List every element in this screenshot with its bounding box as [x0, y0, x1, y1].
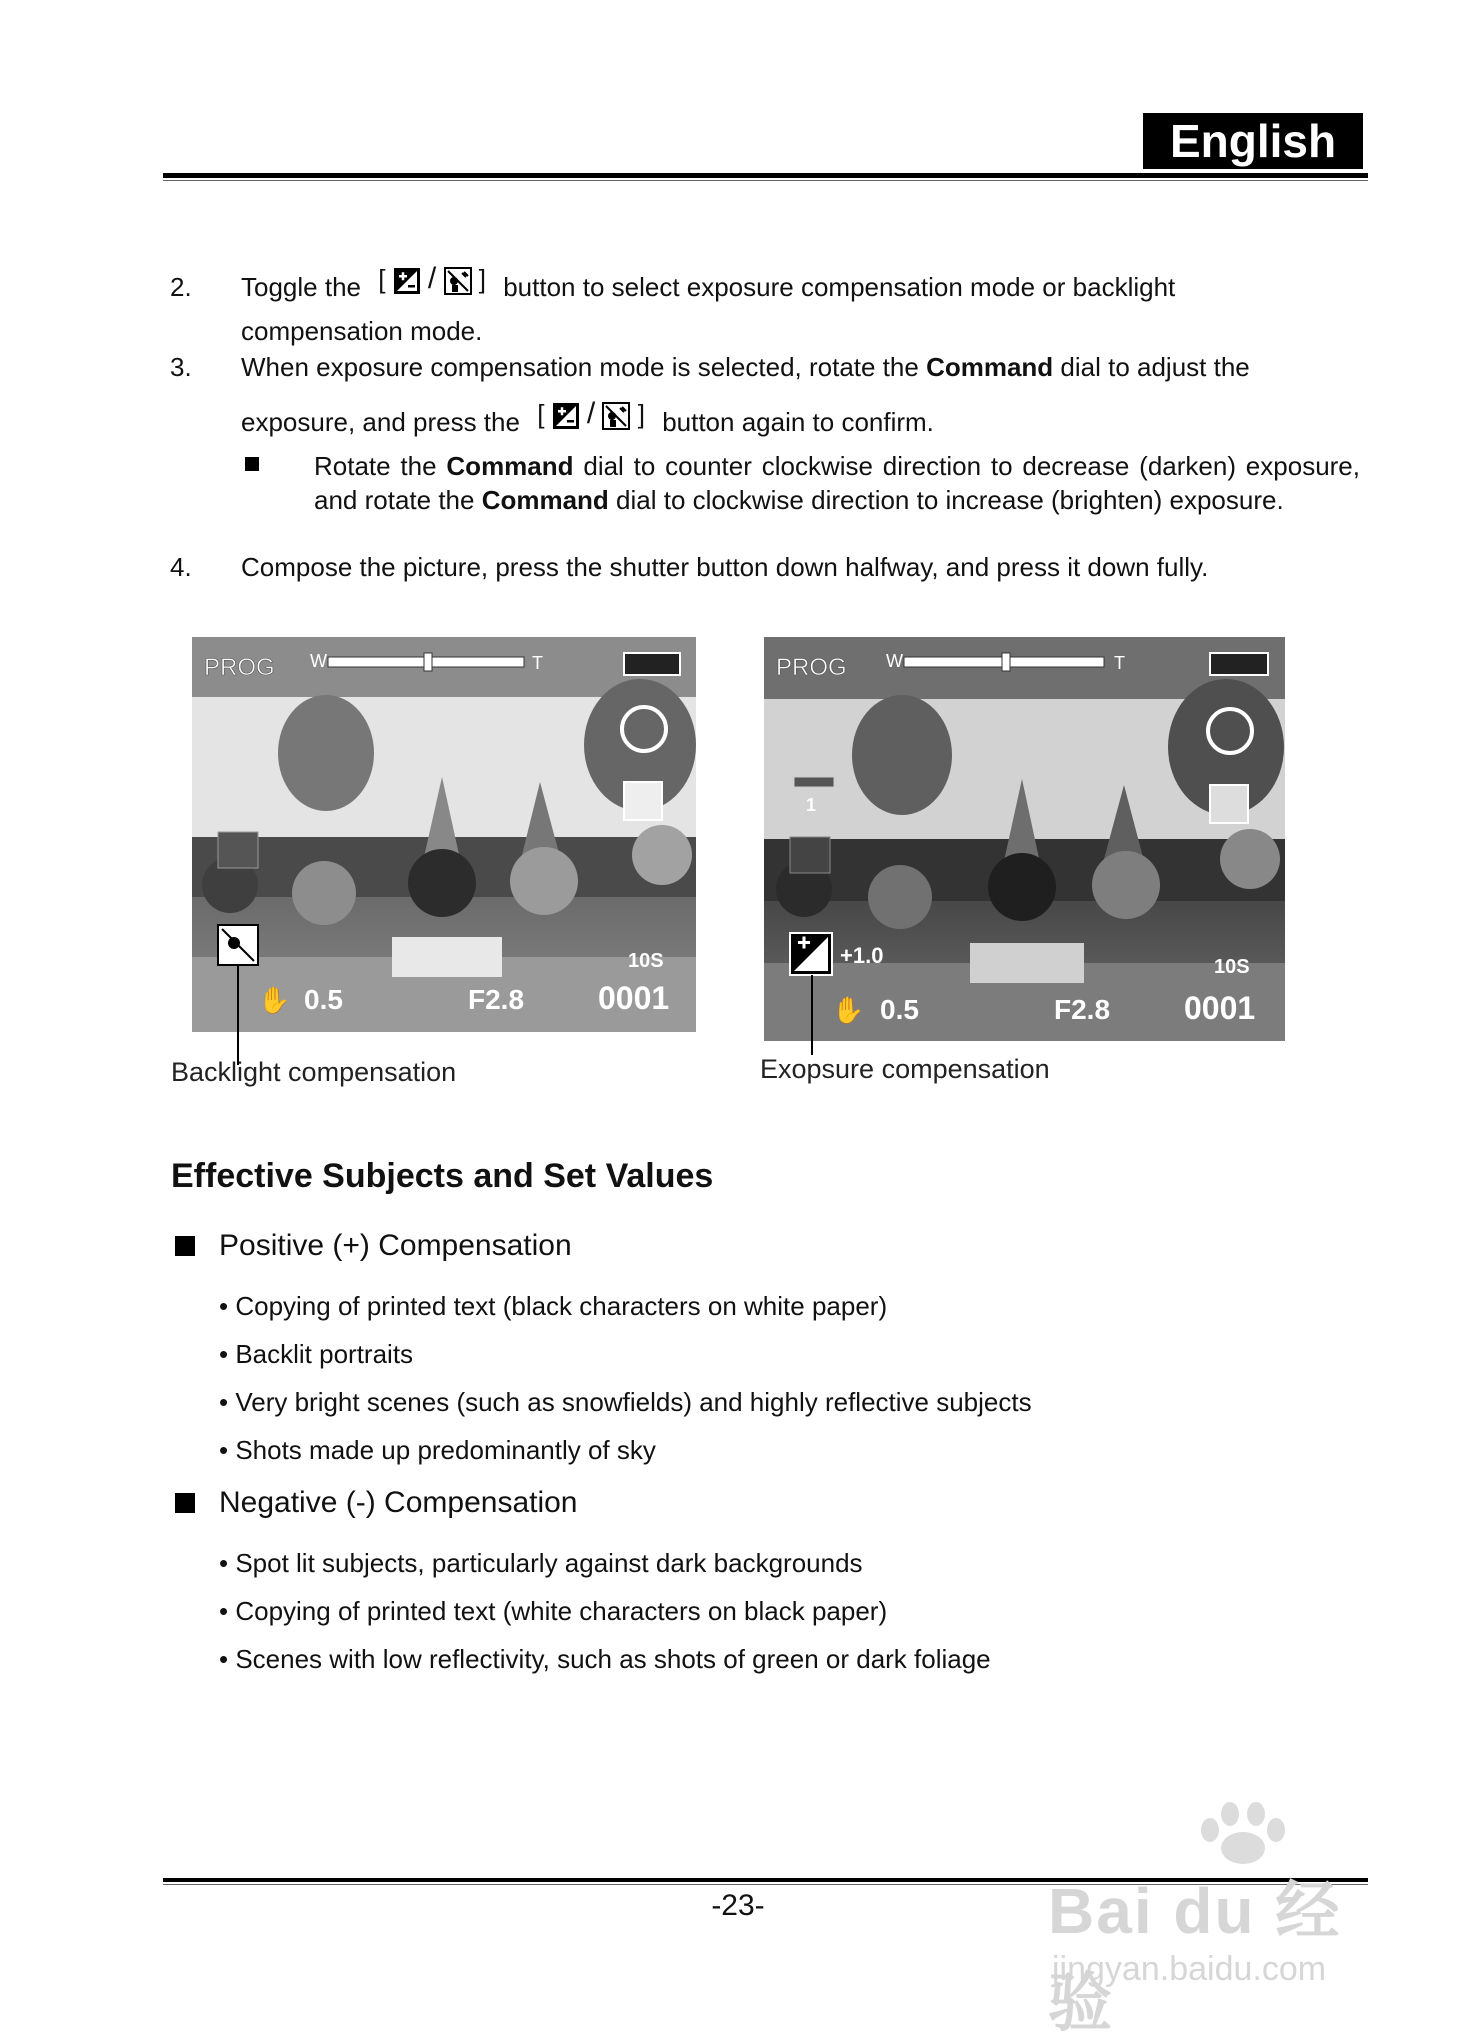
caption-leader-line — [237, 965, 239, 1065]
ev-scale-icon — [794, 777, 834, 787]
positive-heading: Positive (+) Compensation — [219, 1229, 572, 1262]
hand-stabilizer-icon: ✋ — [832, 995, 865, 1025]
backlight-caption: Backlight compensation — [171, 1057, 457, 1087]
sub-bullet-text: Rotate the Command dial to counter clockwise direction to decrease (darken) exposure, and rotate the Command dial to clockwise direction to increase (brighten) exposure. — [314, 451, 1360, 515]
exposure-backlight-button-glyph: [ / ] — [537, 396, 645, 430]
exposure-preview-figure — [764, 637, 1285, 1041]
exposure-compensation-icon — [552, 402, 580, 430]
backlight-compensation-icon — [602, 402, 630, 430]
balloon — [278, 695, 374, 811]
list-item: • Backlit portraits — [219, 1339, 414, 1369]
battery-icon — [624, 653, 680, 675]
self-timer: 10S — [1214, 956, 1250, 978]
mode-label: PROG — [204, 654, 275, 681]
list-item: • Copying of printed text (black characters on white paper) — [219, 1291, 888, 1321]
zoom-w-label: W — [886, 651, 903, 671]
section-title: Effective Subjects and Set Values — [171, 1157, 714, 1195]
aperture-value: F2.8 — [468, 984, 525, 1015]
zoom-t-label: T — [532, 653, 543, 673]
step-number: 2. — [170, 272, 192, 302]
face — [510, 847, 578, 915]
bullet-square-icon — [245, 457, 259, 471]
step-text: Toggle the [ / ] button to select exposure compensation mode or backlight — [241, 261, 1176, 302]
page-number: -23- — [711, 1889, 765, 1922]
zoom-t-label: T — [1114, 653, 1125, 673]
metering-icon — [218, 832, 258, 868]
mode-label: PROG — [776, 654, 847, 681]
bullet-square-icon — [175, 1236, 195, 1256]
face — [988, 853, 1056, 921]
zoom-indicator — [424, 653, 432, 671]
header-rule — [163, 173, 1368, 178]
balloon — [852, 695, 952, 815]
shutter-speed: 0.5 — [880, 994, 919, 1025]
zoom-w-label: W — [310, 651, 327, 671]
negative-heading: Negative (-) Compensation — [219, 1486, 578, 1519]
caption-leader-line — [811, 975, 813, 1055]
face — [632, 825, 692, 885]
self-timer: 10S — [628, 950, 664, 972]
header-rule-thin — [163, 180, 1368, 181]
hand-stabilizer-icon: ✋ — [258, 985, 291, 1015]
list-item: • Very bright scenes (such as snowfields) and highly reflective subjects — [219, 1387, 1032, 1417]
quality-icon — [1210, 785, 1248, 823]
list-item: • Shots made up predominantly of sky — [219, 1435, 656, 1465]
baidu-watermark — [1038, 1800, 1398, 2039]
list-item: • Copying of printed text (white characters on black paper) — [219, 1596, 888, 1626]
list-item: • Spot lit subjects, particularly against dark backgrounds — [219, 1548, 863, 1578]
bullet-square-icon — [175, 1493, 195, 1513]
quality-icon — [624, 782, 662, 820]
face — [1092, 851, 1160, 919]
step-text: Compose the picture, press the shutter button down halfway, and press it down fully. — [241, 552, 1209, 582]
step-number: 3. — [170, 352, 192, 382]
ev-value: +1.0 — [840, 943, 884, 968]
backlight-preview-figure — [192, 637, 696, 1032]
list-item: • Scenes with low reflectivity, such as shots of green or dark foliage — [219, 1644, 991, 1674]
frame-count: 0001 — [1184, 990, 1256, 1026]
exposure-backlight-button-glyph: [ / ] — [378, 261, 486, 295]
backlight-compensation-icon — [444, 267, 472, 295]
exposure-caption: Exopsure compensation — [760, 1054, 1050, 1084]
frame-count: 0001 — [598, 980, 670, 1016]
watermark-url: jingyan.baidu.com — [1052, 1950, 1327, 1988]
watermark-logo: Bai du 经验 — [1048, 1875, 1342, 2039]
step-number: 4. — [170, 552, 192, 582]
cake — [970, 943, 1084, 983]
shutter-speed: 0.5 — [304, 984, 343, 1015]
aperture-value: F2.8 — [1054, 994, 1111, 1025]
cake — [392, 937, 502, 977]
exposure-compensation-icon — [393, 267, 421, 295]
battery-icon — [1210, 653, 1268, 675]
step-text: When exposure compensation mode is selected, rotate the Command dial to adjust the — [241, 352, 1250, 382]
face — [1220, 829, 1280, 889]
zoom-indicator — [1002, 653, 1010, 671]
language-badge: English — [1143, 113, 1363, 169]
face — [408, 849, 476, 917]
metering-icon — [790, 837, 830, 873]
face — [868, 865, 932, 929]
lcd-preview-image — [764, 637, 1285, 1041]
ev-scale-count: 1 — [806, 795, 817, 815]
face — [292, 861, 356, 925]
lcd-preview-image — [192, 637, 696, 1032]
